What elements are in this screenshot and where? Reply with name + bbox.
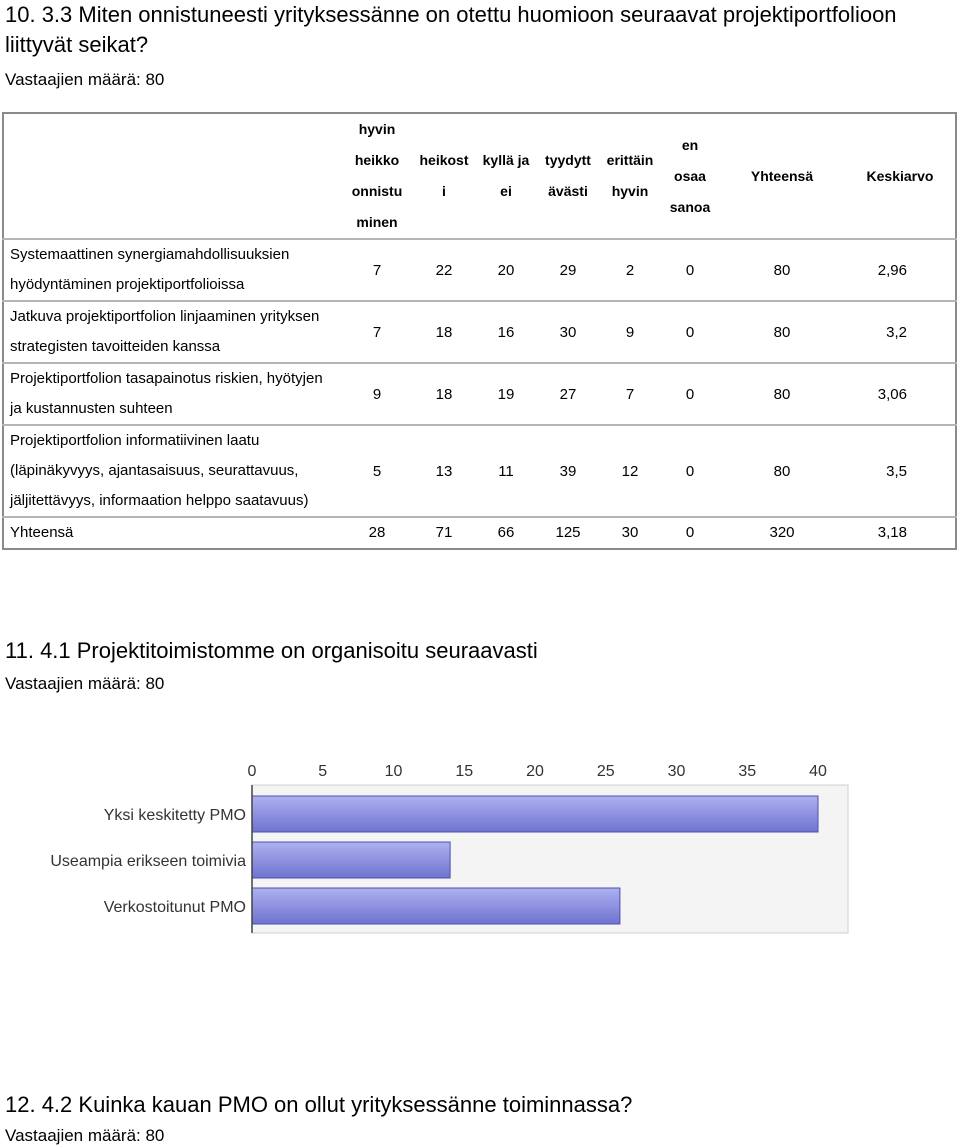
total-cell: 0 <box>685 524 695 541</box>
question-10-title: 10. 3.3 Miten onnistuneesti yrityksessänne on otettu huomioon seuraavat projektiportfolioon liittyvät seikat? <box>5 2 897 57</box>
table-cell: 80 <box>773 385 791 403</box>
header-column: tyydytt ävästi <box>545 152 591 199</box>
x-tick-label: 40 <box>809 763 827 780</box>
table-cell: 18 <box>435 323 453 341</box>
bar <box>252 888 620 924</box>
x-tick-label: 5 <box>318 763 328 780</box>
header-column: kyllä ja ei <box>482 152 530 199</box>
header-column: Keskiarvo <box>866 167 934 184</box>
pmo-organisation-chart <box>0 745 960 945</box>
x-tick-label: 0 <box>247 763 257 780</box>
table-cell: 22 <box>435 261 453 279</box>
header-column: en osaa sanoa <box>669 136 711 215</box>
table-cell: 0 <box>685 462 695 480</box>
question-12-title: 12. 4.2 Kuinka kauan PMO on ollut yrityksessänne toiminnassa? <box>5 1092 633 1117</box>
header-column: erittäin hyvin <box>606 152 654 199</box>
header-blank <box>3 113 341 239</box>
x-tick-label: 35 <box>738 763 757 780</box>
row-label: Systemaattinen synergiamahdollisuuksien hyödyntäminen projektiportfolioissa <box>10 246 290 293</box>
category-label: Useampia erikseen toimivia <box>50 853 246 870</box>
total-row <box>3 517 956 549</box>
table-cell: 16 <box>497 323 515 341</box>
table-cell: 9 <box>625 323 635 341</box>
table-cell: 2 <box>625 261 635 279</box>
x-tick-label: 25 <box>596 763 615 780</box>
table-row <box>3 363 956 425</box>
table-cell: 80 <box>773 323 791 341</box>
table-cell: 9 <box>372 385 382 403</box>
x-tick-label: 30 <box>667 763 686 780</box>
total-cell: 320 <box>769 524 795 541</box>
table-cell: 18 <box>435 385 453 403</box>
table-cell: 39 <box>559 462 577 480</box>
table-row <box>3 425 956 517</box>
total-cell: 30 <box>621 524 639 541</box>
table-cell: 19 <box>497 385 515 403</box>
table-cell: 11 <box>498 462 514 480</box>
header-column: heikost i <box>419 152 469 199</box>
table-cell: 3,5 <box>886 462 907 480</box>
table-cell: 7 <box>625 385 635 403</box>
total-cell: 3,18 <box>877 524 907 541</box>
total-cell: 125 <box>555 524 581 541</box>
total-cell: 28 <box>368 524 386 541</box>
table-cell: 29 <box>559 261 577 279</box>
x-tick-label: 10 <box>384 763 403 780</box>
question-11-respondents: Vastaajien määrä: 80 <box>5 674 165 693</box>
question-10-respondents: Vastaajien määrä: 80 <box>5 70 165 89</box>
total-label: Yhteensä <box>10 524 74 541</box>
table-cell: 7 <box>372 323 382 341</box>
x-tick-label: 15 <box>455 763 474 780</box>
table-cell: 30 <box>559 323 577 341</box>
category-label: Yksi keskitetty PMO <box>103 807 246 824</box>
table-row <box>3 301 956 363</box>
row-label: Projektiportfolion informatiivinen laatu (läpinäkyvyys, ajantasaisuus, seurattavuus, jäljitettävyys, informaation helppo saatavuus) <box>10 432 309 509</box>
table-header-row <box>3 113 956 239</box>
table-cell: 3,2 <box>886 323 907 341</box>
bar <box>252 842 450 878</box>
table-cell: 80 <box>773 462 791 480</box>
table-cell: 13 <box>435 462 453 480</box>
row-label: Jatkuva projektiportfolion linjaaminen yrityksen strategisten tavoitteiden kanssa <box>10 308 320 355</box>
total-cell: 71 <box>435 524 453 541</box>
bar <box>252 796 818 832</box>
table-cell: 12 <box>621 462 639 480</box>
table-cell: 0 <box>685 323 695 341</box>
table-cell: 20 <box>497 261 515 279</box>
table-cell: 27 <box>559 385 577 403</box>
row-label: Projektiportfolion tasapainotus riskien, hyötyjen ja kustannusten suhteen <box>10 370 323 417</box>
header-column: hyvin heikko onnistu minen <box>351 121 403 230</box>
question-12-respondents: Vastaajien määrä: 80 <box>5 1126 165 1145</box>
total-cell: 66 <box>497 524 515 541</box>
table-cell: 0 <box>685 385 695 403</box>
table-cell: 80 <box>773 261 791 279</box>
x-tick-label: 20 <box>526 763 544 780</box>
table-row <box>3 239 956 301</box>
header-column: Yhteensä <box>750 167 814 184</box>
category-label: Verkostoitunut PMO <box>103 899 246 916</box>
table-cell: 0 <box>685 261 695 279</box>
table-cell: 7 <box>372 261 382 279</box>
table-cell: 5 <box>372 462 382 480</box>
table-cell: 2,96 <box>877 261 907 279</box>
table-cell: 3,06 <box>877 385 907 403</box>
results-table <box>2 112 957 550</box>
question-11-title: 11. 4.1 Projektitoimistomme on organisoitu seuraavasti <box>5 638 538 663</box>
